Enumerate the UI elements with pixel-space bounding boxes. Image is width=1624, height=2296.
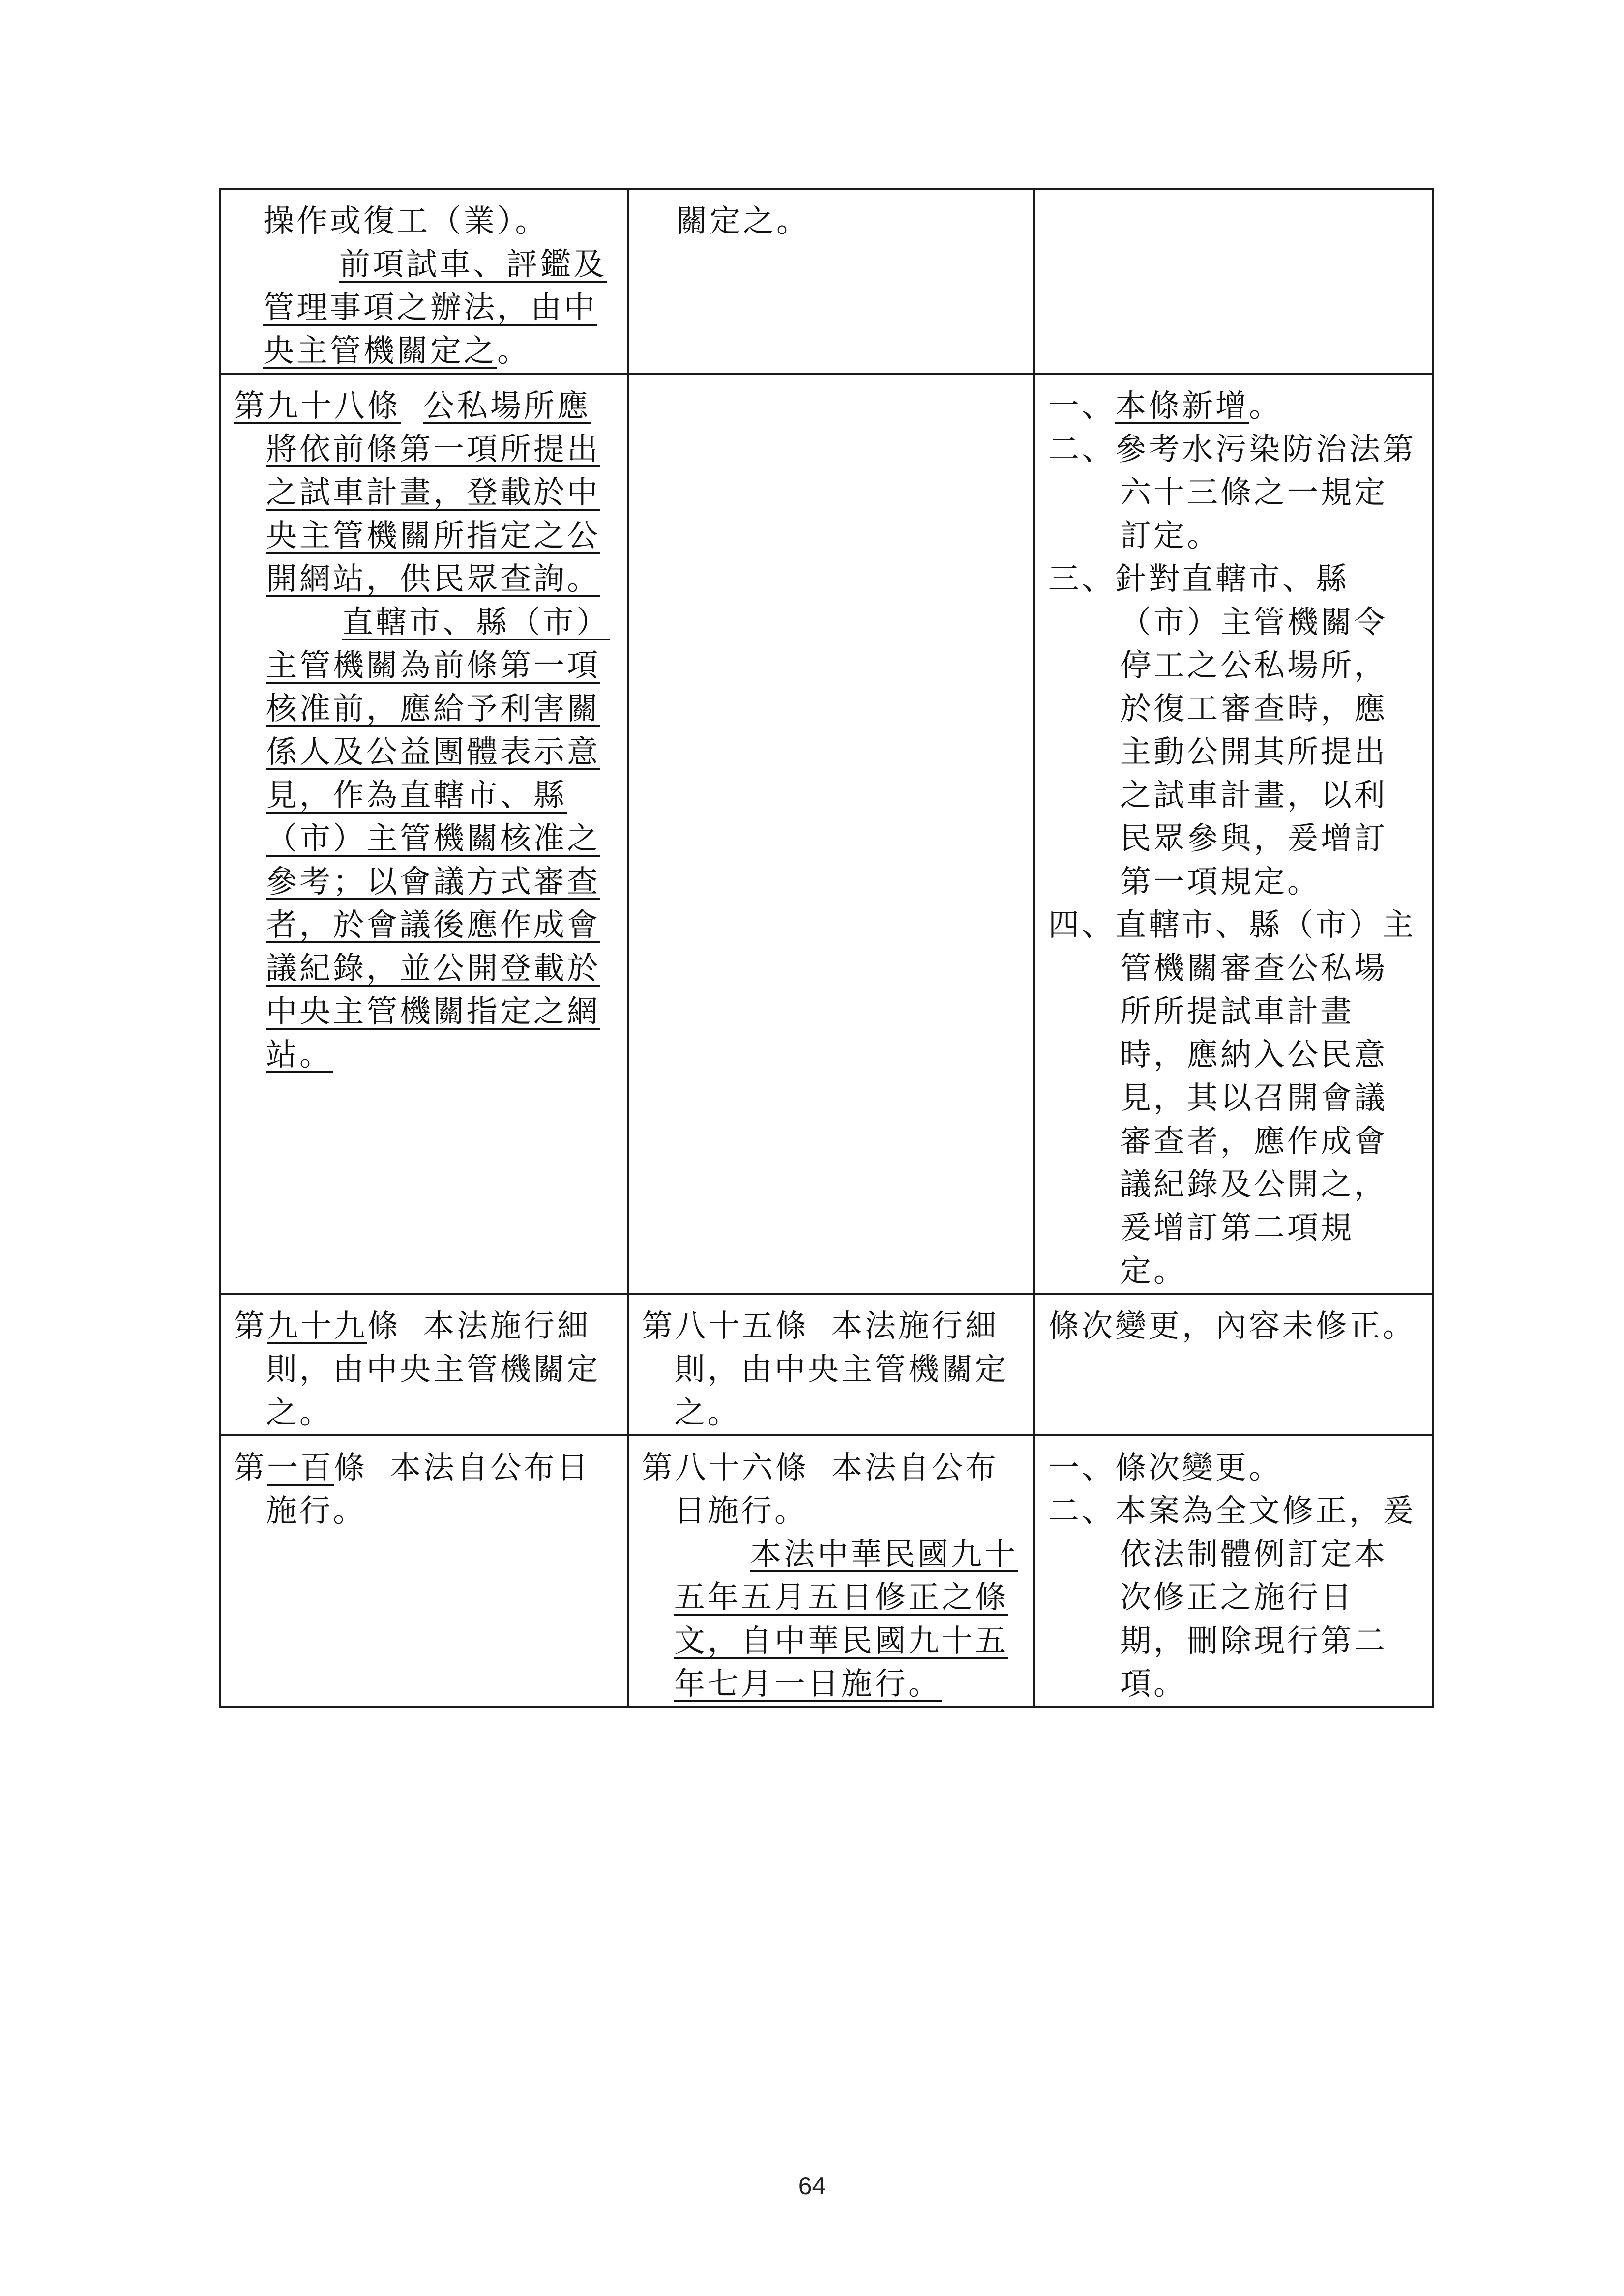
table-row [220, 374, 1433, 1294]
article-number: 第九十九條 [234, 1308, 401, 1344]
list-item: 四、直轄市、縣（市）主管機關審查公私場所所提試車計畫時，應納入公民意見，其以召開會議審查者，應作成會議紀錄及公開之，爰增訂第二項規定。 [1048, 907, 1416, 1289]
list-item: 二、參考水污染防治法第六十三條之一規定訂定。 [1048, 431, 1416, 553]
amended-text-cell [220, 374, 628, 1294]
article-number: 第九十八條 [234, 388, 401, 424]
current-text-cell [628, 374, 1034, 1294]
paragraph: 第八十五條 本法施行細則，由中央主管機關定之。 [642, 1308, 1008, 1430]
article-number: 第八十六條 [642, 1450, 809, 1485]
explanation-cell [1034, 189, 1433, 374]
list-item: 一、本條新增。 [1048, 388, 1282, 424]
current-text-cell [628, 189, 1034, 374]
paragraph: 第九十九條 本法施行細則，由中央主管機關定之。 [234, 1308, 600, 1430]
paragraph: 第九十八條 公私場所應將依前條第一項所提出之試車計畫，登載於中央主管機關所指定之公開網站，供民眾查詢。 [234, 388, 600, 597]
table-row [220, 1294, 1433, 1435]
paragraph: 條次變更，內容未修正。 [1048, 1308, 1416, 1344]
list-item: 一、條次變更。 [1048, 1450, 1282, 1485]
explanation-cell [1034, 1294, 1433, 1435]
current-text-cell [628, 1294, 1034, 1435]
paragraph: 操作或復工（業）。 [263, 203, 549, 239]
page-number: 64 [798, 2172, 826, 2200]
current-text-cell [628, 1435, 1034, 1707]
paragraph: 關定之。 [676, 203, 810, 239]
article-number: 第八十五條 [642, 1308, 809, 1344]
deleted-text: 本法中華民國九十五年五月五日修正之條文，自中華民國九十五年七月一日施行。 [674, 1536, 1018, 1702]
list-item: 三、針對直轄市、縣（市）主管機關令停工之公私場所，於復工審查時，應主動公開其所提出之試車計畫，以利民眾參與，爰增訂第一項規定。 [1048, 561, 1388, 900]
amended-text-cell [220, 1435, 628, 1707]
explanation-cell [1034, 1435, 1433, 1707]
explanation-cell [1034, 374, 1433, 1294]
amended-text: 前項試車、評鑑及管理事項之辦法，由中央主管機關定之 [263, 246, 607, 369]
table-row [220, 1435, 1433, 1707]
table-row [220, 189, 1433, 374]
comparison-table [219, 188, 1434, 1708]
paragraph [642, 1533, 1021, 1706]
paragraph: 直轄市、縣（市）主管機關為前條第一項核准前，應給予利害關係人及公益團體表示意見，作為直轄市、縣（市）主管機關核准之參考；以會議方式審查者，於會議後應作成會議紀錄，並公開登載於中央主管機關指定之網站。 [266, 604, 610, 1073]
paragraph: 第一百條 本法自公布日施行。 [234, 1450, 591, 1529]
amended-text-cell [220, 189, 628, 374]
amended-text-cell [220, 1294, 628, 1435]
list-item: 二、本案為全文修正，爰依法制體例訂定本次修正之施行日期，刪除現行第二項。 [1048, 1493, 1416, 1702]
article-number: 第一百條 [234, 1450, 367, 1485]
paragraph: 第八十六條 本法自公布日施行。 [642, 1450, 999, 1529]
paragraph: 前項試車、評鑑及管理事項之辦法，由中央主管機關定之。 [263, 246, 607, 369]
